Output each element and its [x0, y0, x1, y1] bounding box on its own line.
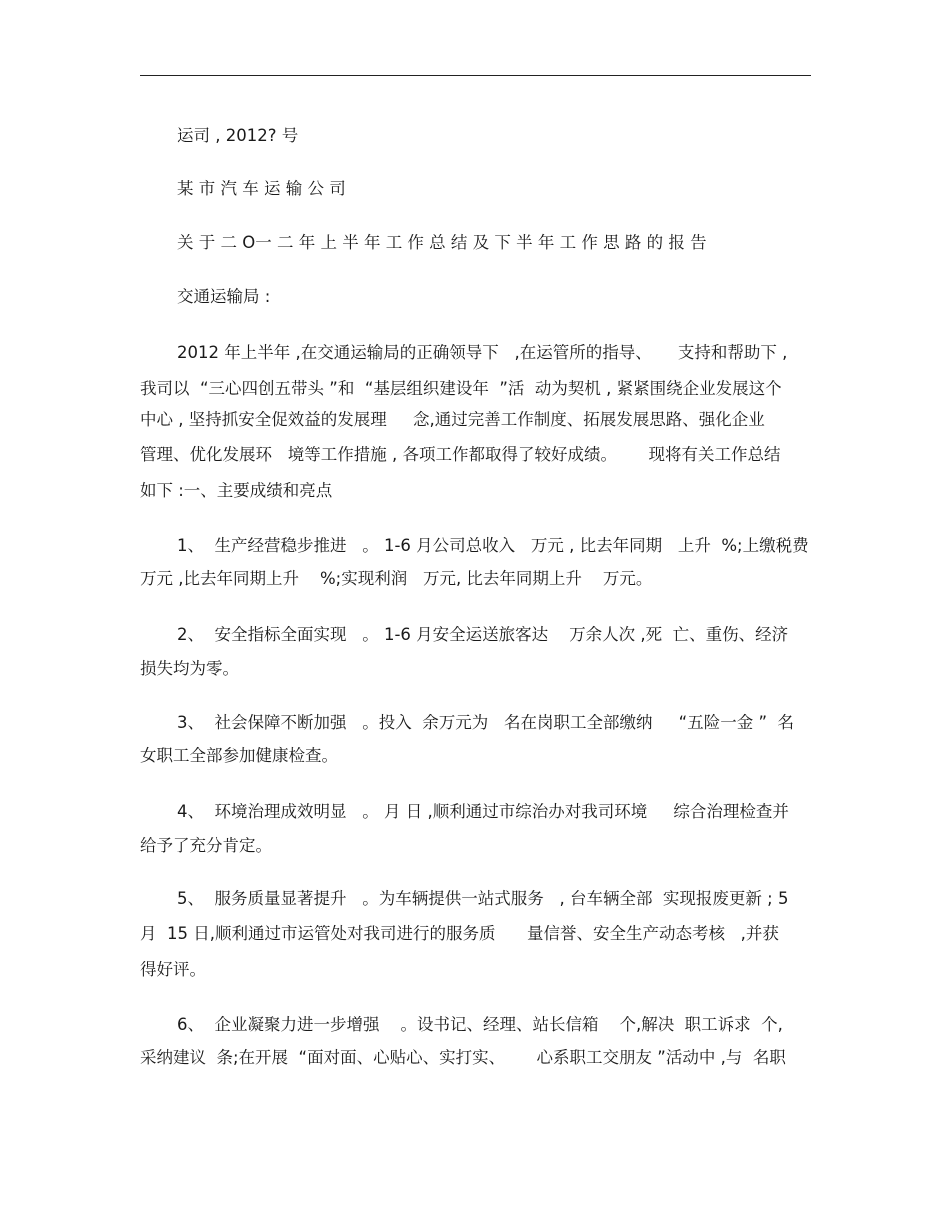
header-rule	[140, 75, 811, 76]
item-6-line: 采纳建议 条;在开展 “面对面、心贴心、实打实、 心系职工交朋友 ”活动中 ,与 名职	[140, 1048, 786, 1067]
intro-line: 中心 , 坚持抓安全促效益的发展理 念,通过完善工作制度、拓展发展思路、强化企业	[140, 410, 765, 429]
intro-line: 如下 :一、主要成绩和亮点	[140, 481, 333, 500]
item-3-line: 3、 社会保障不断加强 。投入 余万元为 名在岗职工全部缴纳 “五险一金 ” 名	[177, 713, 795, 732]
item-3-line: 女职工全部参加健康检查。	[140, 746, 338, 765]
item-5-line: 得好评。	[140, 960, 206, 979]
intro-line: 2012 年上半年 ,在交通运输局的正确领导下 ,在运管所的指导、 支持和帮助下 ,	[177, 343, 788, 362]
addressee: 交通运输局 :	[177, 287, 271, 306]
intro-line: 管理、优化发展环 境等工作措施 , 各项工作都取得了较好成绩。 现将有关工作总结	[140, 445, 781, 464]
item-4-line: 给予了充分肯定。	[140, 836, 272, 855]
item-2-line: 损失均为零。	[140, 659, 239, 678]
document-ref-number: 运司 , 2012? 号	[177, 126, 299, 145]
item-4-line: 4、 环境治理成效明显 。 月 日 ,顺利通过市综治办对我司环境 综合治理检查并	[177, 802, 789, 821]
company-name: 某 市 汽 车 运 输 公 司	[177, 179, 346, 198]
item-1-line: 1、 生产经营稳步推进 。 1-6 月公司总收入 万元 , 比去年同期 上升 %;上缴税费	[177, 536, 809, 555]
report-title: 关 于 二 O一 二 年 上 半 年 工 作 总 结 及 下 半 年 工 作 思 路 的 报 告	[177, 233, 707, 252]
item-2-line: 2、 安全指标全面实现 。 1-6 月安全运送旅客达 万余人次 ,死 亡、重伤、经济	[177, 625, 789, 644]
intro-line: 我司以 “三心四创五带头 ”和 “基层组织建设年 ”活 动为契机 , 紧紧围绕企业发展这个	[140, 379, 782, 398]
item-5-line: 5、 服务质量显著提升 。为车辆提供一站式服务 , 台车辆全部 实现报废更新 ; 5	[177, 889, 789, 908]
item-5-line: 月 15 日,顺利通过市运管处对我司进行的服务质 量信誉、安全生产动态考核 ,并获	[140, 924, 779, 943]
item-1-line: 万元 ,比去年同期上升 %;实现利润 万元, 比去年同期上升 万元。	[140, 569, 653, 588]
item-6-line: 6、 企业凝聚力进一步增强 。设书记、经理、站长信箱 个,解决 职工诉求 个,	[177, 1015, 783, 1034]
